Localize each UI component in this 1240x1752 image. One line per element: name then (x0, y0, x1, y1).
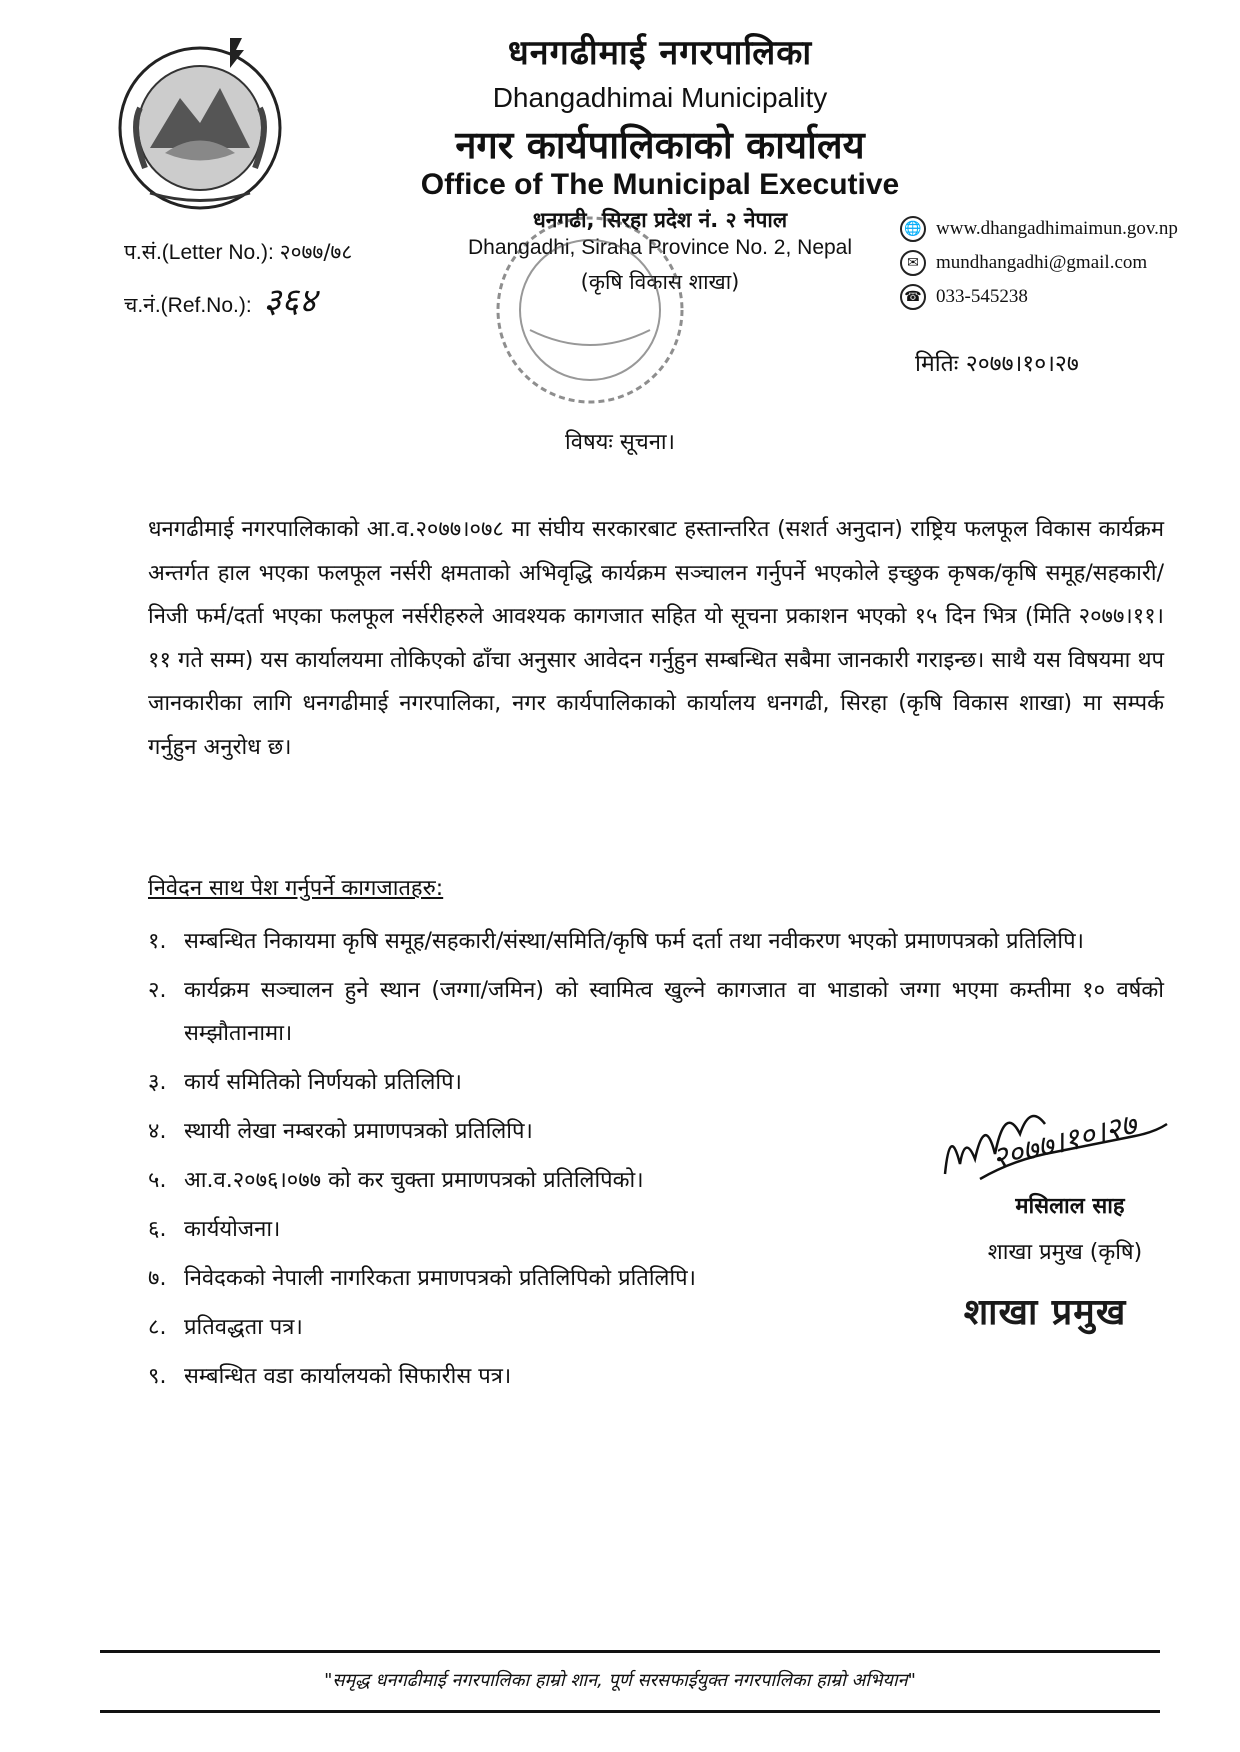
requirements-heading: निवेदन साथ पेश गर्नुपर्ने कागजातहरु: (148, 876, 444, 901)
notice-body: धनगढीमाई नगरपालिकाको आ.व.२०७७।०७८ मा संघीय सरकारबाट हस्तान्तरित (सशर्त अनुदान) राष्ट्रिय फलफूल विकास कार्यक्रम अन्तर्गत हाल भएका फलफूल नर्सरी क्षमताको अभिवृद्धि कार्यक्रम सञ्चालन गर्नुपर्ने भएकोले इच्छुक कृषक/कृषि समूह/सहकारी/निजी फर्म/दर्ता भएका फलफूल नर्सरीहरुले आवश्यक कागजात सहित यो सूचना प्रकाशन भएको १५ दिन भित्र (मिति २०७७।११।११ गते सम्म) यस कार्यालयमा तोकिएको ढाँचा अनुसार आवेदन गर्नुहुन सम्बन्धित सबैमा जानकारी गराइन्छ। साथै यस विषयमा थप जानकारीका लागि धनगढीमाई नगरपालिका, नगर कार्यपालिकाको कार्यालय धनगढी, सिरहा (कृषि विकास शाखा) मा सम्पर्क गर्नुहुन अनुरोध छ। (148, 517, 1164, 760)
item-text: स्थायी लेखा नम्बरको प्रमाणपत्रको प्रतिलिपि। (184, 1119, 533, 1144)
handwritten-signature (935, 1064, 1175, 1194)
item-text: आ.व.२०७६।०७७ को कर चुक्ता प्रमाणपत्रको प्रतिलिपिको। (184, 1168, 644, 1193)
item-number: ७. (148, 1266, 167, 1291)
item-text: प्रतिवद्धता पत्र। (184, 1315, 303, 1340)
municipality-name-np: धनगढीमाई नगरपालिका (507, 33, 813, 73)
nepal-emblem-icon (110, 28, 290, 218)
list-item (148, 1355, 1164, 1398)
item-number: १. (148, 929, 167, 954)
letter-date: मितिः २०७७।१०।२७ (915, 351, 1079, 377)
item-text: सम्बन्धित वडा कार्यालयको सिफारीस पत्र। (184, 1364, 512, 1389)
item-number: ६. (148, 1217, 167, 1242)
contact-email (900, 250, 1147, 276)
ref-number (124, 276, 317, 322)
footer-motto: "समृद्ध धनगढीमाई नगरपालिका हाम्रो शान, पूर्ण सरसफाईयुक्त नगरपालिका हाम्रो अभियान" (324, 1670, 916, 1691)
item-number: ४. (148, 1119, 167, 1144)
ref-number-value: ३६४ (263, 281, 317, 321)
item-text: निवेदकको नेपाली नागरिकता प्रमाणपत्रको प्रतिलिपिको प्रतिलिपि। (184, 1266, 696, 1291)
signatory-title: शाखा प्रमुख (कृषि) (987, 1240, 1143, 1265)
item-text: कार्य समितिको निर्णयको प्रतिलिपि। (184, 1070, 462, 1095)
address-np: धनगढी, सिरहा प्रदेश नं. २ नेपाल (532, 208, 788, 232)
address-en: Dhangadhi, Siraha Province No. 2, Nepal (467, 236, 853, 259)
ref-number-label: च.नं.(Ref.No.): (124, 294, 252, 317)
signatory-name: मसिलाल साह (1015, 1194, 1125, 1219)
municipality-name-en: Dhangadhimai Municipality (492, 82, 828, 113)
item-text: कार्ययोजना। (184, 1217, 281, 1242)
item-number: ८. (148, 1315, 167, 1340)
phone-icon: ☎ (900, 284, 926, 310)
office-name-en: Office of The Municipal Executive (420, 168, 900, 201)
item-text: कार्यक्रम सञ्चालन हुने स्थान (जग्गा/जमिन) को स्वामित्व खुल्ने कागजात वा भाडाको जग्गा भएमा कम्तीमा १० वर्षको सम्झौतानामा। (184, 978, 1164, 1046)
contact-website (900, 216, 1178, 242)
item-number: ९. (148, 1364, 167, 1389)
item-number: २. (148, 978, 167, 1003)
email-text: mundhangadhi@gmail.com (936, 252, 1148, 273)
letter-number-value: २०७७/७८ (279, 240, 353, 264)
office-seal-stamp (470, 210, 710, 410)
list-item (148, 969, 1164, 1055)
subject-line: विषयः सूचना। (565, 430, 675, 455)
footer-rule-bottom (100, 1710, 1160, 1713)
mail-icon: ✉ (900, 250, 926, 276)
office-name-np: नगर कार्यपालिकाको कार्यालय (455, 123, 865, 167)
list-item (148, 920, 1164, 963)
letter-number (124, 238, 352, 266)
item-number: ३. (148, 1070, 167, 1095)
website-text: www.dhangadhimaimun.gov.np (936, 218, 1178, 239)
branch-name: (कृषि विकास शाखा) (580, 270, 740, 294)
contact-phone (900, 284, 1028, 310)
globe-icon: 🌐 (900, 216, 926, 242)
footer-rule-top (100, 1650, 1160, 1653)
item-number: ५. (148, 1168, 167, 1193)
phone-text: 033-545238 (936, 286, 1028, 307)
signature-date: २०७७।१०।२७ (988, 1107, 1141, 1177)
letter-number-label: प.सं.(Letter No.): (124, 241, 274, 264)
item-text: सम्बन्धित निकायमा कृषि समूह/सहकारी/संस्था/समिति/कृषि फर्म दर्ता तथा नवीकरण भएको प्रमाणपत्रको प्रतिलिपि। (184, 929, 1084, 954)
signatory-stamp: शाखा प्रमुख (963, 1292, 1127, 1333)
